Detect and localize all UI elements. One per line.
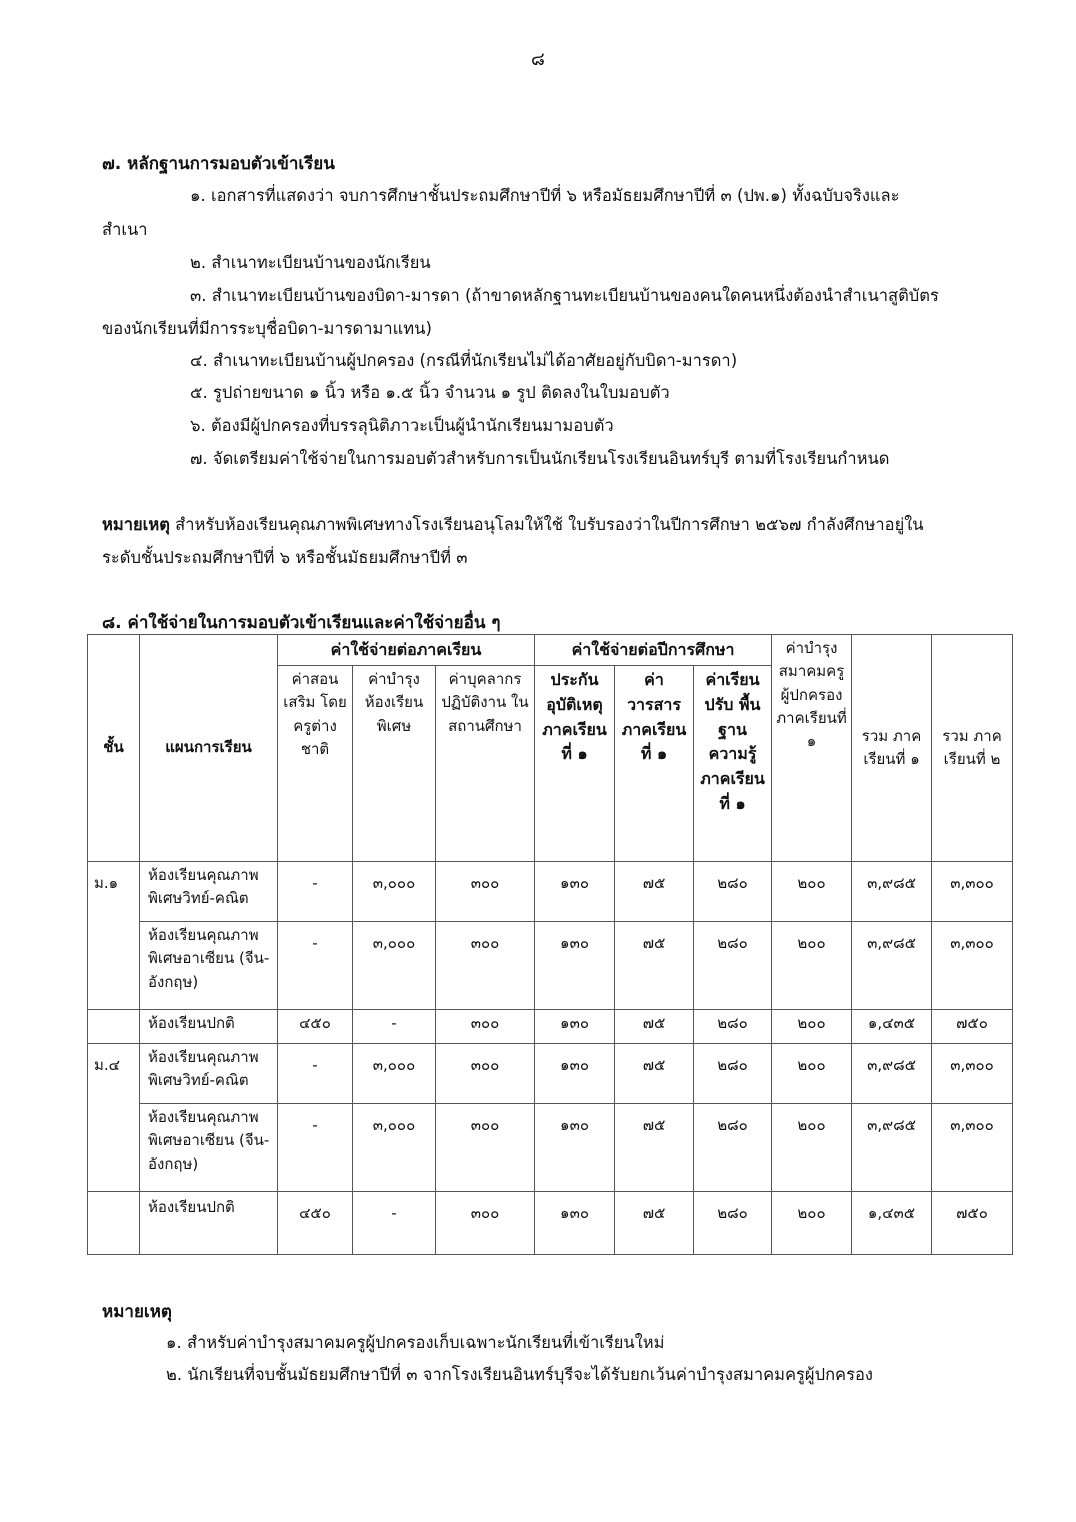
table-row [88,1104,1013,1192]
grade-cell: ม.๑ [88,862,140,922]
table-row [88,922,1013,1010]
total-semester-2-cell: ๓,๓๐๐ [932,862,1013,922]
total-semester-2-cell: ๗๕๐ [932,1010,1013,1044]
total-semester-2-cell: ๗๕๐ [932,1192,1013,1255]
section-7-item-1: ๑. เอกสารที่แสดงว่า จบการศึกษาชั้นประถมศึกษาปีที่ ๖ หรือมัธยมศึกษาปีที่ ๓ (ปพ.๑) ทั้งฉบับจริงและ [190,186,900,205]
section-7-heading: ๗. หลักฐานการมอบตัวเข้าเรียน [102,154,335,174]
grade-cell [88,922,140,1010]
section-7-item-4: ๔. สำเนาทะเบียนบ้านผู้ปกครอง (กรณีที่นักเรียนไม่ได้อาศัยอยู่กับบิดา-มารดา) [190,351,738,370]
section-8-heading: ๘. ค่าใช้จ่ายในการมอบตัวเข้าเรียนและค่าใช้จ่ายอื่น ๆ [102,613,501,633]
total-semester-1-cell: ๓,๙๘๕ [852,922,932,1010]
insurance-fee-cell: ๑๓๐ [535,1104,615,1192]
journal-fee-cell: ๗๕ [615,1192,694,1255]
total-semester-2-cell: ๓,๓๐๐ [932,1044,1013,1104]
staff-fee-cell: ๓๐๐ [436,1104,535,1192]
header-group-per-semester: ค่าใช้จ่ายต่อภาคเรียน [278,635,535,666]
remedial-fee-cell: ๒๘๐ [694,1192,772,1255]
pta-fee-cell: ๒๐๐ [772,862,852,922]
remark-1-line-2: ระดับชั้นประถมศึกษาปีที่ ๖ หรือชั้นมัธยมศึกษาปีที่ ๓ [102,548,468,567]
staff-fee-cell: ๓๐๐ [436,922,535,1010]
table-row [88,862,1013,922]
staff-fee-cell: ๓๐๐ [436,862,535,922]
section-7-item-1-continued: สำเนา [102,220,148,239]
header-insurance-fee: ประกัน อุบัติเหตุ ภาคเรียน ที่ ๑ [535,666,615,862]
plan-cell: ห้องเรียนปกติ [140,1010,278,1044]
remark-1-line-1 [102,512,924,538]
grade-cell [88,1104,140,1192]
plan-cell: ห้องเรียนปกติ [140,1192,278,1255]
section-7-item-2: ๒. สำเนาทะเบียนบ้านของนักเรียน [190,253,431,272]
section-7-item-7: ๗. จัดเตรียมค่าใช้จ่ายในการมอบตัวสำหรับการเป็นนักเรียนโรงเรียนอินทร์บุรี ตามที่โรงเรียนกำหนด [190,449,890,468]
cost-table [87,634,1013,1255]
special-class-fee-cell: - [353,1192,436,1255]
section-7-item-3-continued: ของนักเรียนที่มีการระบุชื่อบิดา-มารดามาแทน) [102,319,432,338]
table-row [88,1044,1013,1104]
pta-fee-cell: ๒๐๐ [772,1104,852,1192]
header-grade: ชั้น [88,635,140,862]
page-number: ๘ [531,49,545,70]
plan-cell: ห้องเรียนคุณภาพ พิเศษวิทย์-คณิต [140,862,278,922]
special-class-fee-cell: ๓,๐๐๐ [353,1044,436,1104]
section-7-item-5: ๕. รูปถ่ายขนาด ๑ นิ้ว หรือ ๑.๕ นิ้ว จำนวน ๑ รูป ติดลงในใบมอบตัว [190,383,670,402]
foreign-teacher-fee-cell: - [278,922,353,1010]
foreign-teacher-fee-cell: ๔๕๐ [278,1192,353,1255]
remark-2-item-1: ๑. สำหรับค่าบำรุงสมาคมครูผู้ปกครองเก็บเฉพาะนักเรียนที่เข้าเรียนใหม่ [166,1333,665,1352]
header-special-class-fee: ค่าบำรุง ห้องเรียน พิเศษ [353,666,436,862]
journal-fee-cell: ๗๕ [615,862,694,922]
insurance-fee-cell: ๑๓๐ [535,1010,615,1044]
journal-fee-cell: ๗๕ [615,1010,694,1044]
grade-cell [88,1010,140,1044]
remark-2-label: หมายเหตุ [102,1302,172,1322]
remedial-fee-cell: ๒๘๐ [694,1044,772,1104]
insurance-fee-cell: ๑๓๐ [535,1044,615,1104]
staff-fee-cell: ๓๐๐ [436,1010,535,1044]
plan-cell: ห้องเรียนคุณภาพ พิเศษอาเซียน (จีน-อังกฤษ) [140,1104,278,1192]
total-semester-1-cell: ๓,๙๘๕ [852,1104,932,1192]
total-semester-1-cell: ๓,๙๘๕ [852,862,932,922]
total-semester-2-cell: ๓,๓๐๐ [932,922,1013,1010]
special-class-fee-cell: ๓,๐๐๐ [353,1104,436,1192]
remark-2-item-2: ๒. นักเรียนที่จบชั้นมัธยมศึกษาปีที่ ๓ จากโรงเรียนอินทร์บุรีจะได้รับยกเว้นค่าบำรุงสมาคมครูผู้ปกครอง [166,1365,873,1384]
section-7-item-3: ๓. สำเนาทะเบียนบ้านของบิดา-มารดา (ถ้าขาดหลักฐานทะเบียนบ้านของคนใดคนหนึ่งต้องนำสำเนาสูติบัตร [190,286,939,305]
foreign-teacher-fee-cell: - [278,862,353,922]
remark-1-text: สำหรับห้องเรียนคุณภาพพิเศษทางโรงเรียนอนุโลมให้ใช้ ใบรับรองว่าในปีการศึกษา ๒๕๖๗ กำลังศึกษาอยู่ใน [169,515,924,534]
journal-fee-cell: ๗๕ [615,1044,694,1104]
header-total-semester-2: รวม ภาค เรียนที่ ๒ [932,635,1013,862]
section-7-item-6: ๖. ต้องมีผู้ปกครองที่บรรลุนิติภาวะเป็นผู้นำนักเรียนมามอบตัว [190,416,614,435]
pta-fee-cell: ๒๐๐ [772,1010,852,1044]
pta-fee-cell: ๒๐๐ [772,1192,852,1255]
special-class-fee-cell: ๓,๐๐๐ [353,922,436,1010]
foreign-teacher-fee-cell: - [278,1104,353,1192]
total-semester-1-cell: ๑,๔๓๕ [852,1192,932,1255]
foreign-teacher-fee-cell: - [278,1044,353,1104]
header-remedial-fee: ค่าเรียน ปรับ พื้นฐาน ความรู้ ภาคเรียน ที่ ๑ [694,666,772,862]
staff-fee-cell: ๓๐๐ [436,1192,535,1255]
grade-cell: ม.๔ [88,1044,140,1104]
header-pta-fee: ค่าบำรุง สมาคมครู ผู้ปกครอง ภาคเรียนที่ ๑ [772,635,852,862]
table-row [88,1010,1013,1044]
header-group-per-year: ค่าใช้จ่ายต่อปีการศึกษา [535,635,772,666]
journal-fee-cell: ๗๕ [615,922,694,1010]
remedial-fee-cell: ๒๘๐ [694,862,772,922]
pta-fee-cell: ๒๐๐ [772,922,852,1010]
table-row [88,1192,1013,1255]
total-semester-2-cell: ๓,๓๐๐ [932,1104,1013,1192]
header-foreign-teacher-fee: ค่าสอน เสริม โดยครูต่าง ชาติ [278,666,353,862]
total-semester-1-cell: ๑,๔๓๕ [852,1010,932,1044]
foreign-teacher-fee-cell: ๔๕๐ [278,1010,353,1044]
special-class-fee-cell: - [353,1010,436,1044]
insurance-fee-cell: ๑๓๐ [535,862,615,922]
insurance-fee-cell: ๑๓๐ [535,922,615,1010]
remark-1-label: หมายเหตุ [102,515,170,534]
header-total-semester-1: รวม ภาค เรียนที่ ๑ [852,635,932,862]
plan-cell: ห้องเรียนคุณภาพ พิเศษวิทย์-คณิต [140,1044,278,1104]
header-study-plan: แผนการเรียน [140,635,278,862]
pta-fee-cell: ๒๐๐ [772,1044,852,1104]
header-staff-fee: ค่าบุคลากร ปฏิบัติงาน ใน สถานศึกษา [436,666,535,862]
staff-fee-cell: ๓๐๐ [436,1044,535,1104]
plan-cell: ห้องเรียนคุณภาพ พิเศษอาเซียน (จีน-อังกฤษ) [140,922,278,1010]
grade-cell [88,1192,140,1255]
remedial-fee-cell: ๒๘๐ [694,1010,772,1044]
remedial-fee-cell: ๒๘๐ [694,1104,772,1192]
total-semester-1-cell: ๓,๙๘๕ [852,1044,932,1104]
header-journal-fee: ค่า วารสาร ภาคเรียน ที่ ๑ [615,666,694,862]
insurance-fee-cell: ๑๓๐ [535,1192,615,1255]
remedial-fee-cell: ๒๘๐ [694,922,772,1010]
journal-fee-cell: ๗๕ [615,1104,694,1192]
special-class-fee-cell: ๓,๐๐๐ [353,862,436,922]
